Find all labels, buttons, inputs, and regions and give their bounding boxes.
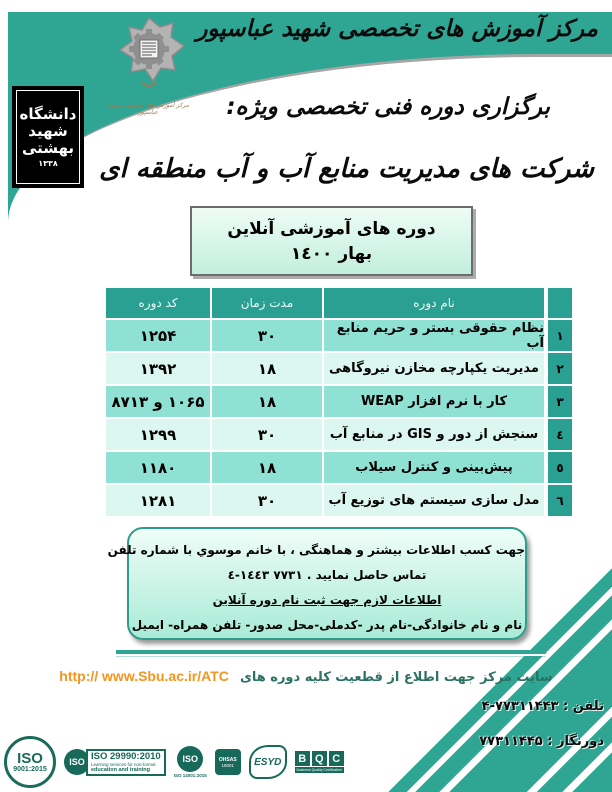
university-logo-year: ۱۳۳۸: [38, 158, 58, 168]
footer-phone-number: ۷۷۳۱۱۴۴۳-۴: [481, 699, 559, 714]
course-duration: ۱۸: [212, 353, 322, 384]
season-title-line2: بهار ١٤٠٠: [290, 243, 373, 264]
iso-14001-circle: ISO: [177, 746, 203, 772]
iso-29990-box: [86, 749, 166, 776]
course-name: مدل سازی سیستم های توزیع آب: [324, 485, 544, 516]
row-number: ۲: [548, 353, 572, 384]
table-row: [106, 320, 572, 351]
course-name: نظام حقوقی بستر و حریم منابع آب: [324, 320, 544, 351]
iso-29990-line1: Learning services for non-formal: [91, 761, 156, 767]
event-title: شرکت های مدیریت منابع آب و آب منطقه ای: [99, 154, 594, 184]
row-number: ٦: [548, 485, 572, 516]
course-name: سنجش از دور و GIS در منابع آب: [324, 419, 544, 450]
divider-line: [116, 650, 546, 654]
iso-14001-badge-icon: [174, 746, 207, 778]
info-phone-number: ٧٧٣١ ١٤٤٣-٤: [227, 568, 303, 582]
university-logo-frame: [16, 90, 80, 184]
bqc-letter-q: Q: [312, 751, 327, 766]
certification-badges: [4, 735, 344, 789]
info-line-required: اطلاعات لازم جهت ثبت نام دوره آنلاین: [212, 593, 442, 607]
info-line-fields: نام و نام خانوادگی-نام پدر -کدملی-محل صدور- تلفن همراه- ایمیل: [131, 618, 523, 632]
esyd-badge-icon: ESYD: [249, 745, 287, 779]
iso-9001-title: ISO: [17, 749, 43, 767]
course-duration: ۱۸: [212, 386, 322, 417]
info-line-contact: جهت کسب اطلاعات بیشتر و هماهنگی ، با خانم موسوي با شماره تلفن: [107, 543, 525, 557]
gear-star-icon: [112, 16, 186, 100]
footer-phone-label: تلفن :: [558, 699, 604, 714]
bqc-subtitle: Business Quality Certification: [296, 768, 343, 772]
season-title-box: [190, 206, 473, 276]
info-line-phone: [129, 563, 525, 588]
university-logo-line1: دانشگاه: [19, 104, 77, 123]
table-header-row: [106, 288, 572, 318]
bqc-letter-c: C: [329, 751, 344, 766]
iso-29990-line2: education and training: [91, 766, 150, 773]
footer-fax-number: ۷۷۳۱۱۴۴۵: [479, 734, 543, 749]
row-number: ٥: [548, 452, 572, 483]
row-number: ٤: [548, 419, 572, 450]
table-row: [106, 485, 572, 516]
org-title: مرکز آموزش های تخصصی شهید عباسپور: [196, 16, 598, 42]
bqc-letter-b: B: [295, 751, 310, 766]
training-center-logo-caption: مرکز آموزش های تخصصی شهید عباسپور: [107, 102, 189, 116]
footer-fax-label: دورنگار :: [542, 734, 604, 749]
course-code: ۱۰۶۵ و ۸۷۱۳: [106, 386, 210, 417]
header-course-name: نام دوره: [324, 288, 544, 318]
course-code: ۱۱۸۰: [106, 452, 210, 483]
iso-29990-title: ISO 29990:2010: [91, 750, 161, 762]
header-course-code: كد دوره: [106, 288, 210, 318]
table-row: [106, 386, 572, 417]
website-line: [46, 666, 566, 685]
course-duration: ۱۸: [212, 452, 322, 483]
courses-table: [106, 288, 572, 518]
course-duration: ۳۰: [212, 320, 322, 351]
course-duration: ۳۰: [212, 419, 322, 450]
training-center-logo: [112, 16, 186, 104]
info-phone-suffix: تماس حاصل نمایید .: [306, 568, 427, 582]
bqc-badge-icon: [295, 751, 344, 773]
iso-9001-badge-icon: [4, 736, 56, 788]
registration-info-box: [107, 527, 527, 640]
bqc-letters: [295, 751, 344, 766]
iso-14001-caption: ISO 14001:2015: [173, 773, 207, 778]
course-name: پیش‌بینی و کنترل سیلاب: [324, 452, 544, 483]
table-row: [106, 419, 572, 450]
iso-29990-circle: ISO: [64, 749, 90, 775]
course-duration: ۳۰: [212, 485, 322, 516]
course-name: مدیریت یکپارچه مخازن نیروگاهی: [324, 353, 544, 384]
row-number: ۳: [548, 386, 572, 417]
course-code: ۱۲۵۴: [106, 320, 210, 351]
iso-29990-badge-icon: [64, 749, 166, 776]
footer-phone: [482, 699, 604, 714]
footer-fax: [479, 734, 604, 749]
website-url-link[interactable]: http:// www.Sbu.ac.ir/ATC: [59, 668, 229, 684]
ohsas-subtitle: 18001: [221, 762, 235, 768]
row-number: ۱: [548, 320, 572, 351]
course-code: ۱۲۹۹: [106, 419, 210, 450]
season-title-line1: دوره های آموزشی آنلاین: [227, 218, 436, 239]
table-row: [106, 452, 572, 483]
table-row: [106, 353, 572, 384]
header-row-number: [548, 288, 572, 318]
course-code: ۱۲۸۱: [106, 485, 210, 516]
course-name: کار با نرم افزار WEAP: [324, 386, 544, 417]
university-logo-line2: شهید: [28, 121, 68, 140]
university-logo: [12, 86, 84, 188]
university-logo-line3: بهشتی: [21, 138, 75, 157]
iso-9001-subtitle: 9001:2015: [13, 765, 47, 773]
ohsas-badge-icon: [215, 749, 241, 775]
header-duration: مدت زمان: [212, 288, 322, 318]
website-label: سایت مرکز جهت اطلاع از قطعیت کلیه دوره های: [239, 670, 553, 685]
event-subtitle: برگزاری دوره فنی تخصصی ویژه:: [226, 94, 550, 120]
course-code: ۱۳۹۲: [106, 353, 210, 384]
ohsas-title: OHSAS: [218, 756, 237, 763]
